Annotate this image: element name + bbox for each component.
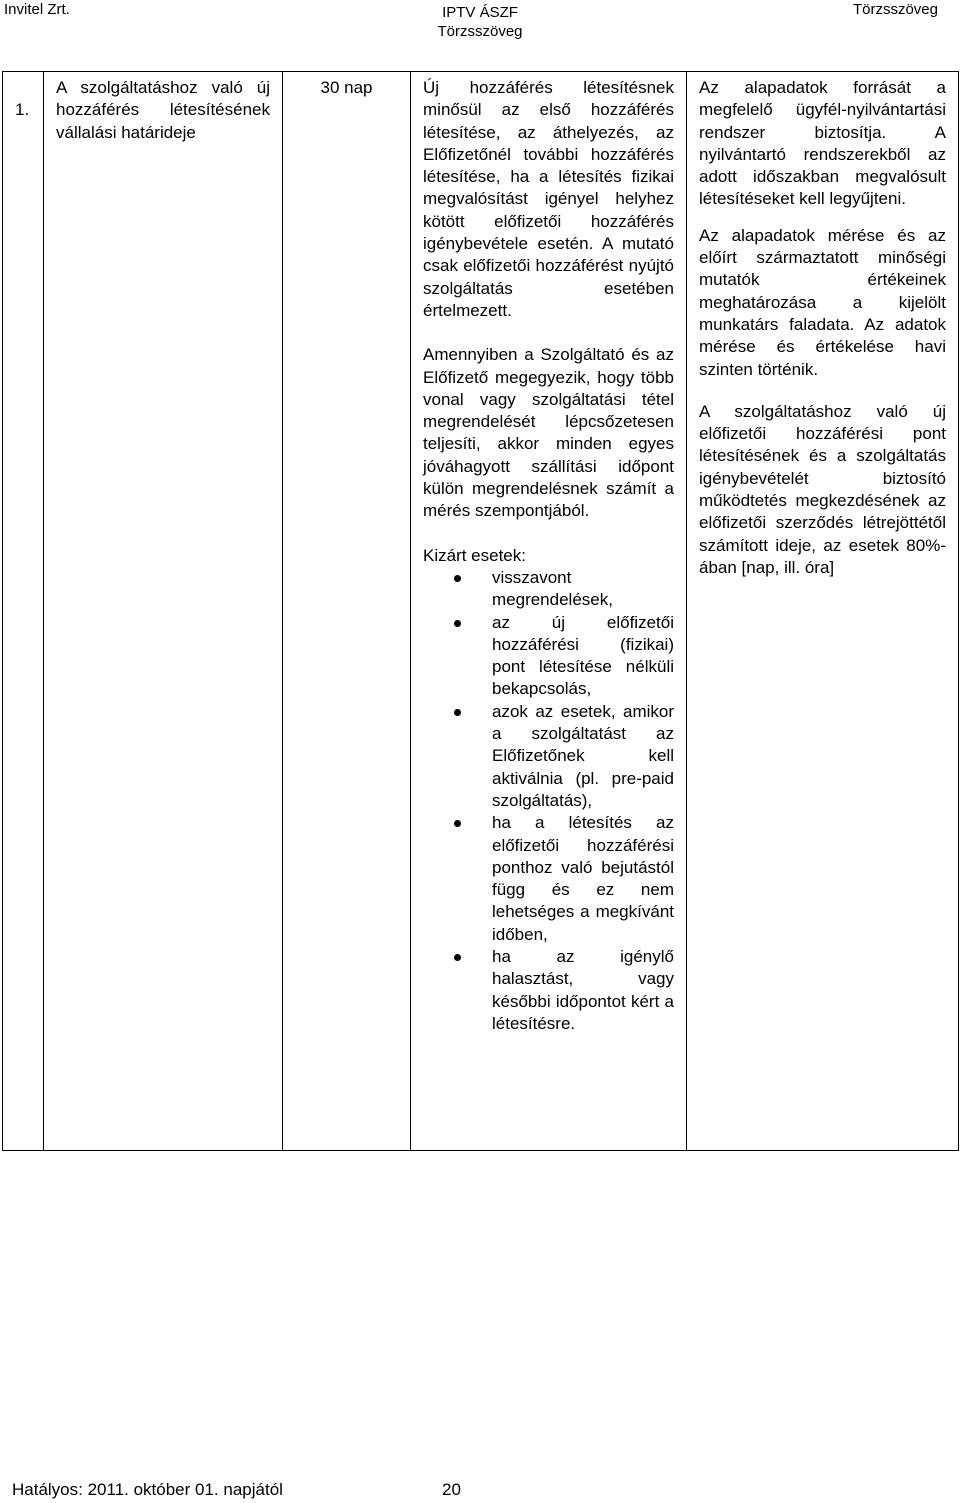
notes-paragraph-1: Az alapadatok forrását a megfelelő ügyfél-nyilvántartási rendszer biztosítja. A nyilvántartó rendszerekből az adott időszakban megvalósult létesítéseket kell legyűjteni. — [699, 78, 946, 209]
notes-paragraph-2: Az alapadatok mérése és az előírt származtatott minőségi mutatók értékeinek meghatározása a kijelölt munkatárs faladata. Az adatok mérése és értékelése havi szinten történik. — [699, 225, 946, 379]
excluded-cases-label: Kizárt esetek: — [423, 545, 526, 565]
indicator-title: A szolgáltatáshoz való új hozzáférés létesítésének vállalási határideje — [56, 78, 270, 142]
description-paragraph-2: Amennyiben a Szolgáltató és az Előfizető megegyezik, hogy több vonal vagy szolgáltatási tétel megrendelését lépcsőzetesen teljesíti, akkor minden egyes jóváhagyott szállítási időpont külön megrendelésnek számít a mérés szempontjából. — [423, 345, 674, 521]
list-item: ha a létesítés az előfizetői hozzáférési ponthoz való bejutástól függ és ez nem lehetséges a megkívánt időben, — [423, 812, 674, 946]
bullet-icon — [454, 954, 461, 961]
header-section-right: Törzsszöveg — [852, 1, 938, 18]
list-item: visszavont megrendelések, — [423, 567, 674, 612]
bullet-icon — [454, 575, 461, 582]
header-section-name: Törzsszöveg — [437, 23, 523, 40]
header-company: Invitel Zrt. — [4, 1, 70, 18]
indicator-table — [2, 71, 959, 1151]
bullet-icon — [454, 709, 461, 716]
description-cell — [411, 72, 687, 1151]
bullet-icon — [454, 820, 461, 827]
row-number: 1. — [15, 100, 30, 119]
notes-paragraph-3: A szolgáltatáshoz való új előfizetői hozzáférési pont létesítésének és a szolgáltatás igénybevételét biztosító működtetés megkezdésének az előfizetői szerződés létrejöttétől számított ideje, az esetek 80%-ában [nap, ill. óra] — [699, 401, 946, 577]
page-footer — [12, 1480, 461, 1500]
deadline-value: 30 nap — [320, 78, 373, 97]
bullet-icon — [454, 620, 461, 627]
table-row — [3, 72, 959, 1151]
excluded-cases-list — [423, 567, 674, 1035]
page-header — [0, 0, 960, 48]
list-item: ha az igénylő halasztást, vagy későbbi időpontot kért a létesítésre. — [423, 946, 674, 1035]
description-paragraph-1: Új hozzáférés létesítésnek minősül az első hozzáférés létesítése, az áthelyezés, az Előfizetőnél további hozzáférés létesítése, ha a létesítés fizikai megvalósítást igényel helyhez kötött előfizetői hozzáférés igénybevétele esetén. A mutató csak előfizetői hozzáférést nyújtó szolgáltatás esetében értelmezett. — [423, 78, 674, 320]
list-item: azok az esetek, amikor a szolgáltatást az Előfizetőnek kell aktiválnia (pl. pre-paid szolgáltatás), — [423, 701, 674, 812]
notes-cell — [687, 72, 959, 1151]
deadline-cell — [283, 72, 411, 1151]
indicator-title-cell — [44, 72, 283, 1151]
header-document-name: IPTV ÁSZF — [442, 4, 518, 21]
page-number: 20 — [442, 1480, 461, 1499]
header-center — [0, 3, 960, 41]
footer-effective-date: Hatályos: 2011. október 01. napjától — [12, 1480, 283, 1499]
list-item: az új előfizetői hozzáférési (fizikai) pont létesítése nélküli bekapcsolás, — [423, 612, 674, 701]
row-number-cell — [3, 72, 44, 1151]
